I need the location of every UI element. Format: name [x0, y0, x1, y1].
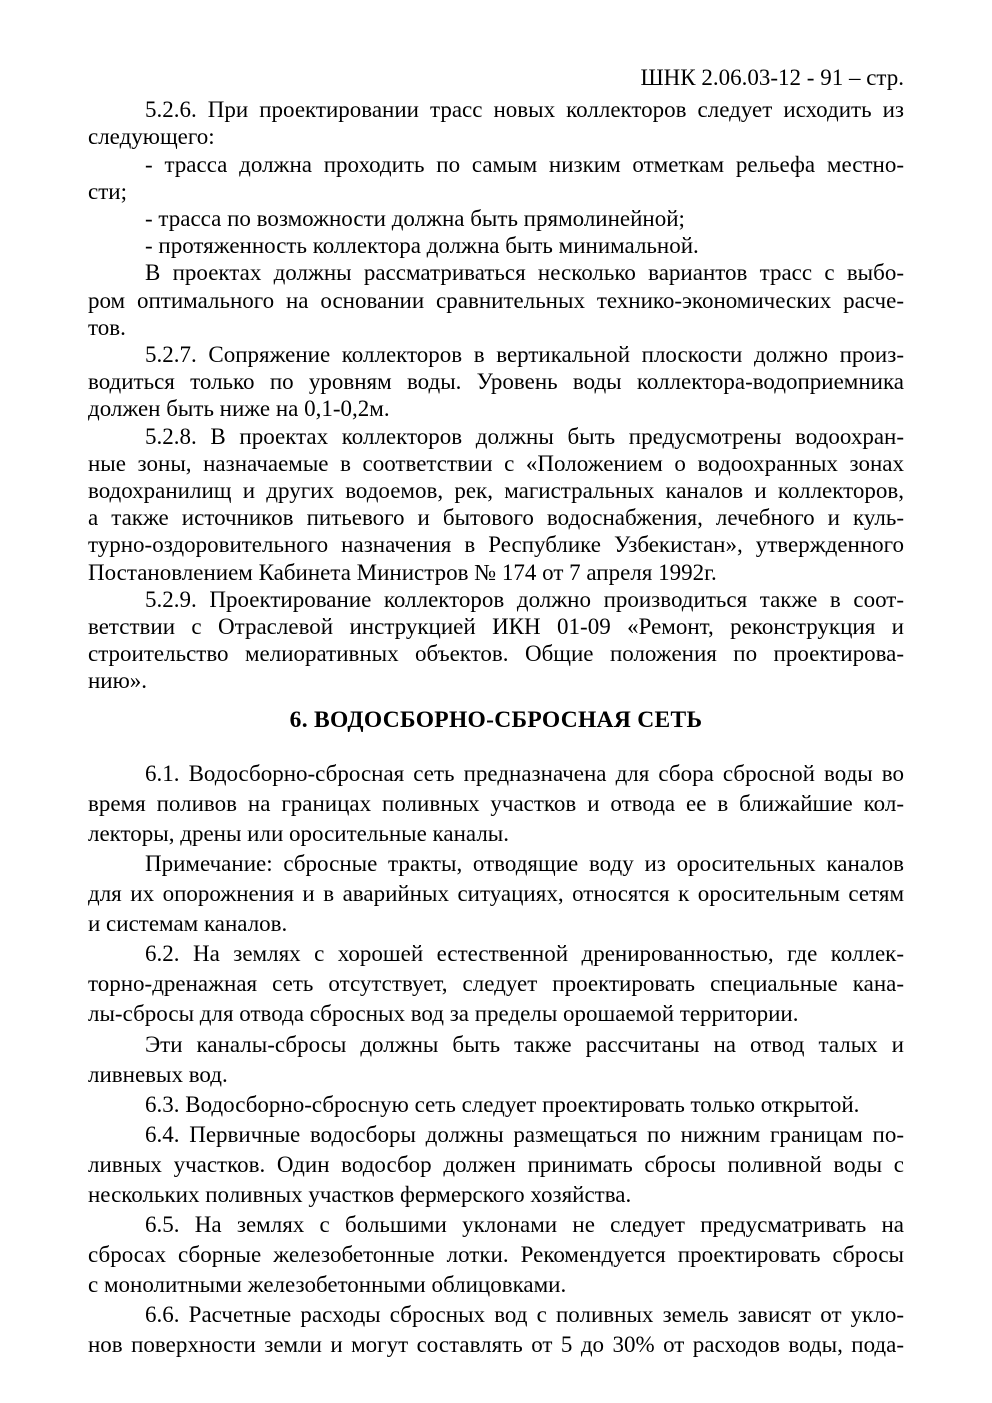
text-line: 5.2.9. Проектирование коллекторов должно производиться также в соот- [145, 586, 904, 612]
text-line: лекторы, дрены или оросительные каналы. [88, 820, 509, 846]
paragraph [88, 586, 904, 695]
paragraph [88, 1090, 904, 1120]
text-line: нию». [88, 668, 148, 694]
text-line: турно-оздоровительного назначения в Республике Узбекистан», утвержденного [88, 532, 904, 558]
text-line: строительство мелиоративных объектов. Общие положения по проектирова- [88, 641, 904, 667]
text-line: для их опорожнения и в аварийных ситуациях, относятся к оросительным сетям [88, 881, 904, 907]
text-line: ветствии с Отраслевой инструкцией ИКН 01-09 «Ремонт, реконструкция и [88, 614, 904, 640]
text-line: водиться только по уровням воды. Уровень воды коллектора-водоприемника [88, 369, 904, 395]
text-line: 6.6. Расчетные расходы сбросных вод с поливных земель зависят от укло- [145, 1302, 904, 1328]
paragraph [88, 423, 904, 586]
paragraph [88, 96, 904, 150]
text-line: 5.2.7. Сопряжение коллекторов в вертикальной плоскости должно произ- [145, 342, 904, 368]
paragraph [88, 1300, 904, 1360]
text-line: 5.2.6. При проектировании трасс новых коллекторов следует исходить из [145, 97, 904, 123]
text-line: 6.2. На землях с хорошей естественной дренированностью, где коллек- [145, 941, 904, 967]
section-heading: 6. ВОДОСБОРНО-СБРОСНАЯ СЕТЬ [289, 706, 703, 733]
text-line: ром оптимального на основании сравнительных технико-экономических расче- [88, 287, 904, 313]
text-line: 6.4. Первичные водосборы должны размещаться по нижним границам по- [145, 1121, 904, 1147]
text-line: с монолитными железобетонными облицовками. [88, 1272, 567, 1298]
paragraph [88, 759, 904, 849]
text-line: сти; [88, 178, 127, 204]
text-line: следующего: [88, 124, 215, 150]
paragraph [88, 232, 904, 259]
paragraph [88, 1210, 904, 1300]
paragraph [88, 939, 904, 1029]
text-line: лы-сбросы для отвода сбросных вод за пределы орошаемой территории. [88, 1001, 799, 1027]
text-line: нов поверхности земли и могут составлять от 5 до 30% от расходов воды, пода- [88, 1332, 904, 1358]
paragraph [88, 259, 904, 341]
text-line: торно-дренажная сеть отсутствует, следует проектировать специальные кана- [88, 971, 904, 997]
paragraph [88, 151, 904, 205]
text-line: и системам каналов. [88, 911, 288, 937]
text-line: время поливов на границах поливных участков и отвода ее в ближайшие кол- [88, 790, 904, 816]
text-line: Примечание: сбросные тракты, отводящие воду из оросительных каналов [145, 850, 904, 876]
text-line: тов. [88, 314, 126, 340]
text-line: - трасса должна проходить по самым низким отметкам рельефа местно- [145, 151, 904, 177]
text-line: нескольких поливных участков фермерского хозяйства. [88, 1181, 632, 1207]
paragraph [88, 849, 904, 939]
text-line: 6.1. Водосборно-сбросная сеть предназначена для сбора сбросной воды во [145, 760, 904, 786]
text-line: Постановлением Кабинета Министров № 174 от 7 апреля 1992г. [88, 559, 717, 585]
text-line: водохранилищ и других водоемов, рек, магистральных каналов и коллекторов, [88, 478, 904, 504]
text-line: сбросах сборные железобетонные лотки. Рекомендуется проектировать сбросы [88, 1242, 904, 1268]
text-line: - протяженность коллектора должна быть минимальной. [145, 233, 699, 259]
text-line: - трасса по возможности должна быть прямолинейной; [145, 206, 685, 232]
text-line: а также источников питьевого и бытового водоснабжения, лечебного и куль- [88, 505, 904, 531]
text-line: В проектах должны рассматриваться несколько вариантов трасс с выбо- [145, 260, 904, 286]
paragraph [88, 341, 904, 423]
text-line: 5.2.8. В проектах коллекторов должны быть предусмотрены водоохран- [145, 423, 904, 449]
text-line: ные зоны, назначаемые в соответствии с «Положением о водоохранных зонах [88, 450, 904, 476]
text-line: Эти каналы-сбросы должны быть также рассчитаны на отвод талых и [145, 1031, 904, 1057]
paragraph [88, 205, 904, 232]
text-line: ливных участков. Один водосбор должен принимать сбросы поливной воды с [88, 1151, 904, 1177]
paragraph [88, 1120, 904, 1210]
text-line: должен быть ниже на 0,1-0,2м. [88, 396, 390, 422]
paragraph [88, 1030, 904, 1090]
text-line: 6.3. Водосборно-сбросную сеть следует проектировать только открытой. [145, 1091, 860, 1117]
page-header: ШНК 2.06.03-12 - 91 – стр. [640, 65, 904, 90]
text-line: 6.5. На землях с большими уклонами не следует предусматривать на [145, 1212, 904, 1238]
text-line: ливневых вод. [88, 1061, 228, 1087]
document-body [88, 96, 904, 1360]
